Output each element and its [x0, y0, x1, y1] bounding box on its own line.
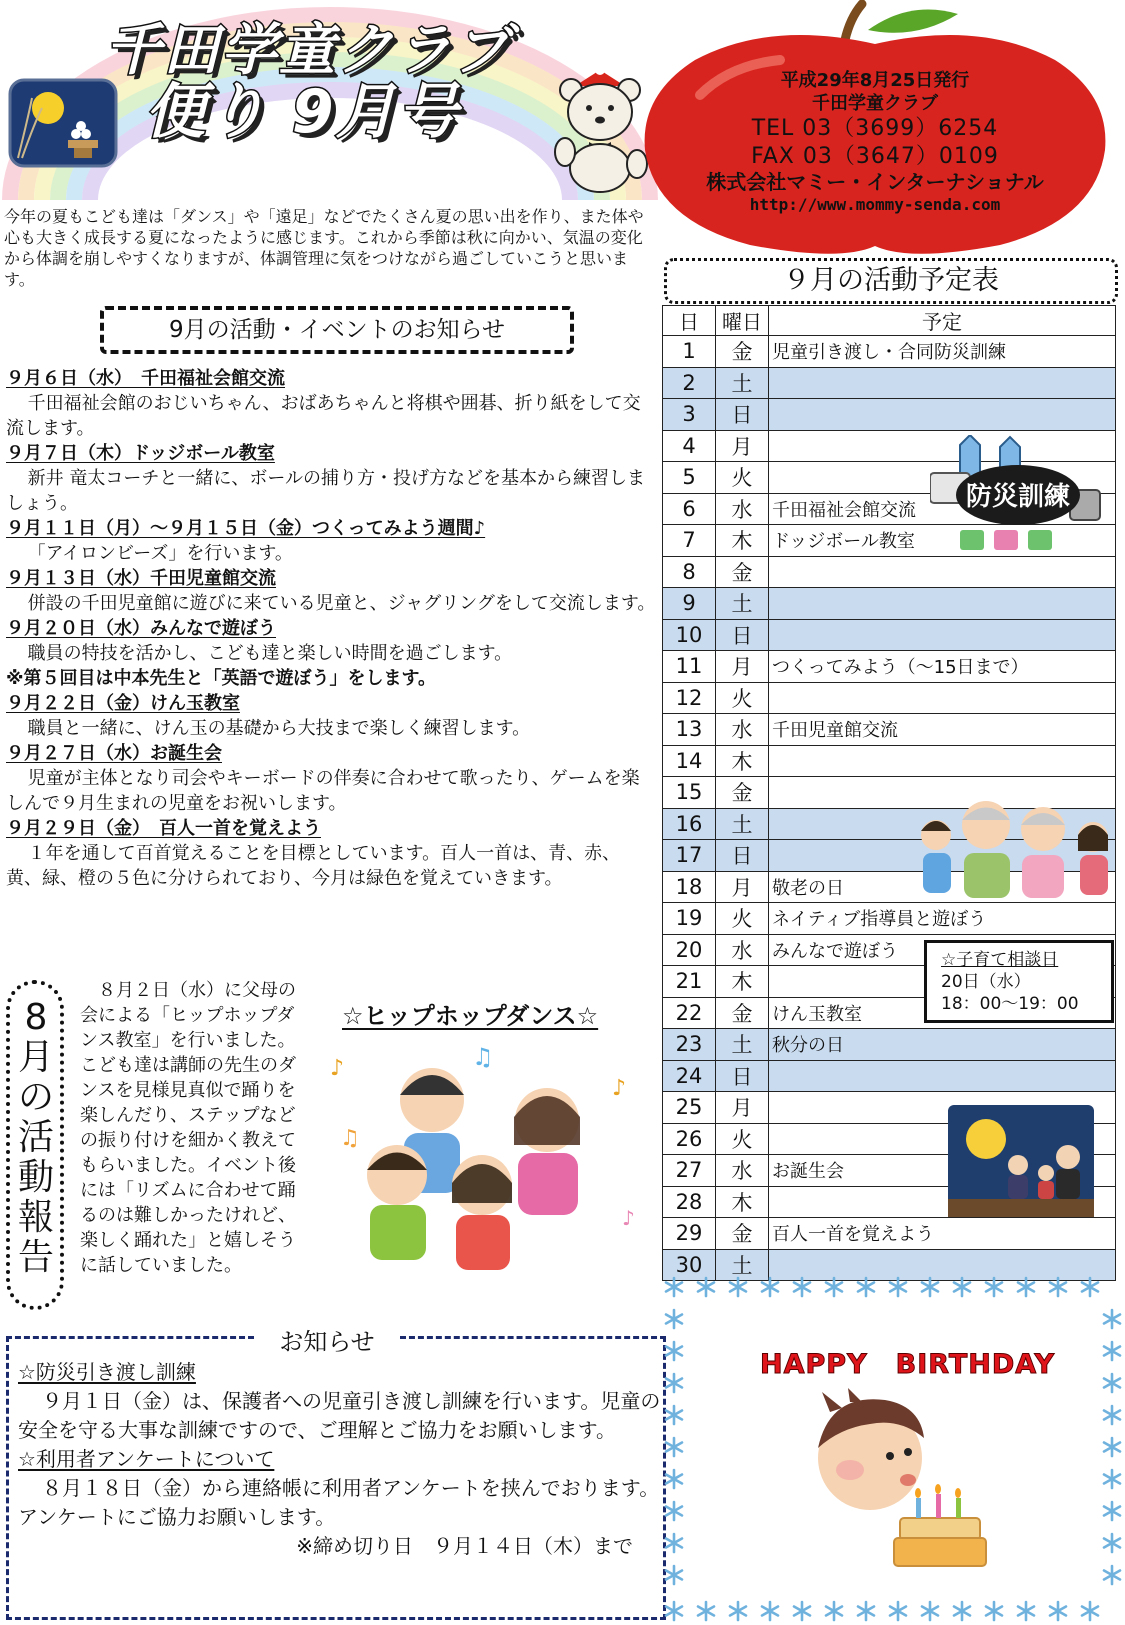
schedule-day: 12	[663, 682, 716, 714]
publisher-info	[665, 70, 1085, 215]
event-heading: ９月２９日（金） 百人一首を覚えよう	[6, 818, 321, 839]
schedule-weekday: 月	[716, 1092, 769, 1124]
schedule-row	[663, 556, 1116, 588]
schedule-weekday: 金	[716, 1218, 769, 1250]
schedule-row	[663, 336, 1116, 368]
disaster-drill-icon	[930, 435, 1110, 555]
schedule-day: 7	[663, 525, 716, 557]
schedule-day: 28	[663, 1186, 716, 1218]
schedule-day: 1	[663, 336, 716, 368]
svg-text:♫: ♫	[472, 1043, 494, 1071]
schedule-row	[663, 682, 1116, 714]
schedule-row	[663, 399, 1116, 431]
event-description: 職員と一緒に、けん玉の基礎から大技まで楽しく練習します。	[27, 718, 531, 739]
snowflake-icon	[666, 1406, 682, 1424]
svg-text:♪: ♪	[612, 1076, 627, 1101]
schedule-weekday: 月	[716, 430, 769, 462]
schedule-day: 19	[663, 903, 716, 935]
event-description: １年を通して百首覚えることを目標としています。百人一首は、青、赤、黄、緑、橙の５色に分けられており、今月は緑色を覚えていきます。	[6, 843, 621, 889]
snowflake-icon	[698, 1278, 714, 1296]
snowflake-icon	[858, 1278, 874, 1296]
snowflake-icon	[794, 1278, 810, 1296]
notice-content	[18, 1358, 663, 1561]
schedule-day: 15	[663, 777, 716, 809]
event-description: 職員の特技を活かし、こども達と楽しい時間を過ごします。	[27, 643, 513, 664]
august-report-text: ８月２日（水）に父母の会による「ヒップホップダンス教室」を行いました。こども達は講師の先生のダンスを見様見真似で踊りを楽しんだり、ステップなどの振り付けを細かく教えてもらいました。イベント後には「リズムに合わせて踊るのは難しかったけれど、楽しく踊れた」と嬉しそうに話していました。	[80, 980, 296, 1276]
parenting-consultation-box	[924, 940, 1114, 1023]
happy-birthday-title: HAPPY BIRTHDAY	[760, 1349, 1056, 1380]
consultation-time: 18：00～19：00	[941, 994, 1079, 1014]
snowflake-icon	[666, 1374, 682, 1392]
snowflake-icon	[1104, 1470, 1120, 1488]
schedule-day: 25	[663, 1092, 716, 1124]
schedule-day: 3	[663, 399, 716, 431]
schedule-event: ドッジボール教室	[769, 525, 1116, 557]
schedule-weekday: 木	[716, 966, 769, 998]
schedule-row	[663, 903, 1116, 935]
notice-item-text: ９月１日（金）は、保護者への児童引き渡し訓練を行います。児童の安全を守る大事な訓練ですので、ご理解とご協力をお願いします。	[18, 1389, 661, 1442]
schedule-day: 23	[663, 1029, 716, 1061]
event-heading: ９月２２日（金）けん玉教室	[6, 693, 240, 714]
schedule-weekday: 木	[716, 1186, 769, 1218]
title-line-2: 便り 9月号	[145, 76, 460, 147]
snowflake-icon	[1018, 1602, 1034, 1620]
august-report-label: 8月の活動報告	[17, 997, 54, 1278]
schedule-weekday: 土	[716, 588, 769, 620]
issue-date: 平成29年8月25日発行	[780, 70, 970, 91]
schedule-weekday: 金	[716, 997, 769, 1029]
schedule-weekday: 金	[716, 556, 769, 588]
schedule-day: 6	[663, 493, 716, 525]
snowflake-icon	[1104, 1566, 1120, 1584]
schedule-day: 27	[663, 1155, 716, 1187]
schedule-day: 4	[663, 430, 716, 462]
schedule-weekday: 水	[716, 1155, 769, 1187]
snowflake-icon	[730, 1602, 746, 1620]
schedule-weekday: 火	[716, 462, 769, 494]
snowflake-icon	[666, 1470, 682, 1488]
event-heading: ９月６日（水） 千田福祉会館交流	[6, 368, 285, 389]
moon-viewing-icon	[8, 78, 118, 168]
schedule-event: けん玉教室	[769, 997, 1116, 1029]
event-heading: ９月１３日（水）千田児童館交流	[6, 568, 276, 589]
snowflake-icon	[1104, 1502, 1120, 1520]
schedule-row	[663, 745, 1116, 777]
schedule-row	[663, 1060, 1116, 1092]
event-description: 新井 竜太コーチと一緒に、ボールの捕り方・投げ方などを基本から練習しましょう。	[6, 468, 645, 514]
bear-mascot-icon	[545, 68, 655, 193]
club-name: 千田学童クラブ	[812, 92, 938, 114]
schedule-day: 17	[663, 840, 716, 872]
schedule-row	[663, 588, 1116, 620]
svg-text:♫: ♫	[340, 1126, 360, 1151]
schedule-weekday: 土	[716, 1249, 769, 1281]
snowflake-icon	[954, 1602, 970, 1620]
snowflake-icon	[922, 1278, 938, 1296]
schedule-event: 千田児童館交流	[769, 714, 1116, 746]
event-description: 「アイロンビーズ」を行います。	[27, 543, 293, 564]
schedule-weekday: 火	[716, 682, 769, 714]
schedule-day: 5	[663, 462, 716, 494]
snowflake-icon	[794, 1602, 810, 1620]
schedule-day: 9	[663, 588, 716, 620]
schedule-day: 30	[663, 1249, 716, 1281]
schedule-event	[769, 1060, 1116, 1092]
notice-border-top-right	[400, 1336, 666, 1339]
schedule-event: ネイティブ指導員と遊ぼう	[769, 903, 1116, 935]
snowflake-icon	[1050, 1602, 1066, 1620]
hiphop-dance-title: ☆ヒップホップダンス☆	[342, 1002, 599, 1030]
intro-paragraph: 今年の夏もこども達は「ダンス」や「遠足」などでたくさん夏の思い出を作り、また体や心も大きく成長する夏になったように感じます。これから季節は秋に向かい、気温の変化から体調を崩しやすくなりますが、体調管理に気をつけながら過ごしていこうと思います。	[4, 207, 644, 289]
schedule-event	[769, 367, 1116, 399]
event-heading: ９月１１日（月）～９月１５日（金）つくってみよう週間♪	[6, 518, 486, 539]
schedule-row	[663, 651, 1116, 683]
snowflake-icon	[762, 1278, 778, 1296]
notice-item-heading: ☆防災引き渡し訓練	[18, 1360, 196, 1384]
schedule-day: 8	[663, 556, 716, 588]
notice-item-text: ８月１８日（金）から連絡帳に利用者アンケートを挟んでおります。アンケートにご協力お願いします。	[18, 1476, 660, 1529]
schedule-row	[663, 619, 1116, 651]
schedule-day: 18	[663, 871, 716, 903]
schedule-day: 26	[663, 1123, 716, 1155]
schedule-event: みんなで遊ぼう	[769, 934, 1116, 966]
schedule-event: 児童引き渡し・合同防災訓練	[769, 336, 1116, 368]
website-url[interactable]: http://www.mommy-senda.com	[749, 195, 1001, 214]
schedule-day: 11	[663, 651, 716, 683]
schedule-day: 21	[663, 966, 716, 998]
schedule-event	[769, 745, 1116, 777]
snowflake-icon	[826, 1278, 842, 1296]
schedule-weekday: 日	[716, 1060, 769, 1092]
schedule-weekday: 日	[716, 619, 769, 651]
snowflake-icon	[698, 1602, 714, 1620]
schedule-row	[663, 714, 1116, 746]
schedule-event: お誕生会	[769, 1155, 1116, 1187]
schedule-day: 14	[663, 745, 716, 777]
schedule-weekday: 木	[716, 525, 769, 557]
schedule-event: 秋分の日	[769, 1029, 1116, 1061]
snowflake-icon	[1082, 1278, 1098, 1296]
header-day: 日	[663, 306, 716, 336]
header-plan: 予定	[769, 306, 1116, 336]
schedule-weekday: 木	[716, 745, 769, 777]
snowflake-icon	[1104, 1342, 1120, 1360]
header-weekday: 曜日	[716, 306, 769, 336]
snowflake-icon	[666, 1534, 682, 1552]
tel-number: TEL 03（3699）6254	[751, 116, 999, 141]
schedule-event: つくってみよう（～15日まで）	[769, 651, 1116, 683]
company-name: 株式会社マミー・インターナショナル	[706, 170, 1044, 194]
event-description: 併設の千田児童館に遊びに来ている児童と、ジャグリングをして交流します。	[27, 593, 656, 614]
schedule-row	[663, 1218, 1116, 1250]
notice-title: お知らせ	[279, 1328, 375, 1356]
snowflake-icon	[1104, 1310, 1120, 1328]
schedule-weekday: 月	[716, 871, 769, 903]
svg-text:♪: ♪	[330, 1056, 345, 1081]
moon-viewing-illustration	[948, 1105, 1094, 1217]
schedule-day: 2	[663, 367, 716, 399]
snowflake-icon	[986, 1602, 1002, 1620]
snowflake-icon	[666, 1342, 682, 1360]
snowflake-icon	[666, 1310, 682, 1328]
snowflake-icon	[1104, 1406, 1120, 1424]
schedule-row	[663, 1029, 1116, 1061]
schedule-event	[769, 556, 1116, 588]
event-description: 児童が主体となり司会やキーボードの伴奏に合わせて歌ったり、ゲームを楽しんで９月生まれの児童をお祝いします。	[6, 768, 640, 814]
schedule-weekday: 水	[716, 714, 769, 746]
schedule-header-row	[663, 306, 1116, 336]
schedule-event	[769, 682, 1116, 714]
survey-deadline: ※締め切り日 ９月１４日（木）まで	[296, 1534, 633, 1558]
schedule-day: 10	[663, 619, 716, 651]
schedule-weekday: 日	[716, 399, 769, 431]
snowflake-icon	[666, 1502, 682, 1520]
dancing-children-illustration	[322, 1035, 642, 1285]
events-list	[6, 366, 656, 891]
consultation-title: ☆子育て相談日	[941, 950, 1059, 970]
schedule-weekday: 火	[716, 1123, 769, 1155]
snowflake-icon	[666, 1602, 682, 1620]
snowflake-icon	[666, 1438, 682, 1456]
schedule-weekday: 水	[716, 934, 769, 966]
event-note: ※第５回目は中本先生と「英語で遊ぼう」をします。	[6, 668, 437, 689]
schedule-event: 百人一首を覚えよう	[769, 1218, 1116, 1250]
snowflake-icon	[954, 1278, 970, 1296]
snowflake-icon	[1050, 1278, 1066, 1296]
schedule-weekday: 月	[716, 651, 769, 683]
schedule-weekday: 金	[716, 336, 769, 368]
schedule-row	[663, 367, 1116, 399]
svg-text:♪: ♪	[622, 1206, 635, 1230]
consultation-day: 20日（水）	[941, 972, 1031, 992]
notice-item-heading: ☆利用者アンケートについて	[18, 1447, 275, 1471]
notice-border-top-left	[6, 1336, 254, 1339]
title-line-1: 千田学童クラブ	[105, 18, 511, 83]
snowflake-icon	[1104, 1374, 1120, 1392]
august-report-label-box	[6, 980, 64, 1310]
snowflake-icon	[890, 1278, 906, 1296]
snowflake-icon	[666, 1278, 682, 1296]
schedule-event	[769, 619, 1116, 651]
schedule-day: 22	[663, 997, 716, 1029]
event-description: 千田福祉会館のおじいちゃん、おばあちゃんと将棋や囲碁、折り紙をして交流します。	[6, 393, 641, 439]
snowflake-icon	[922, 1602, 938, 1620]
snowflake-icon	[1104, 1534, 1120, 1552]
birthday-boy-cake-illustration	[790, 1388, 1010, 1578]
schedule-day: 29	[663, 1218, 716, 1250]
event-heading: ９月２０日（水）みんなで遊ぼう	[6, 618, 276, 639]
events-section-title: 9月の活動・イベントのお知らせ	[100, 306, 574, 354]
schedule-title: ９月の活動予定表	[664, 258, 1118, 304]
snowflake-icon	[1104, 1438, 1120, 1456]
snowflake-icon	[1018, 1278, 1034, 1296]
disaster-drill-sign: 防災訓練	[965, 482, 1071, 512]
schedule-weekday: 土	[716, 1029, 769, 1061]
schedule-event	[769, 588, 1116, 620]
schedule-day: 20	[663, 934, 716, 966]
snowflake-icon	[986, 1278, 1002, 1296]
schedule-day: 16	[663, 808, 716, 840]
newsletter-title	[105, 18, 575, 147]
fax-number: FAX 03（3647）0109	[751, 143, 999, 169]
schedule-weekday: 水	[716, 493, 769, 525]
schedule-weekday: 火	[716, 903, 769, 935]
event-heading: ９月７日（木）ドッジボール教室	[6, 443, 275, 464]
snowflake-icon	[762, 1602, 778, 1620]
snowflake-icon	[890, 1602, 906, 1620]
snowflake-icon	[826, 1602, 842, 1620]
snowflake-icon	[1082, 1602, 1098, 1620]
schedule-day: 13	[663, 714, 716, 746]
schedule-weekday: 土	[716, 367, 769, 399]
event-heading: ９月２７日（水）お誕生会	[6, 743, 222, 764]
schedule-day: 24	[663, 1060, 716, 1092]
respect-for-aged-illustration	[918, 795, 1113, 900]
snowflake-icon	[730, 1278, 746, 1296]
schedule-weekday: 金	[716, 777, 769, 809]
schedule-event: 千田福祉会館交流	[769, 493, 1116, 525]
snowflake-icon	[858, 1602, 874, 1620]
schedule-event: 敬老の日	[769, 871, 1116, 903]
snowflake-icon	[666, 1566, 682, 1584]
schedule-weekday: 土	[716, 808, 769, 840]
schedule-event	[769, 399, 1116, 431]
schedule-weekday: 日	[716, 840, 769, 872]
